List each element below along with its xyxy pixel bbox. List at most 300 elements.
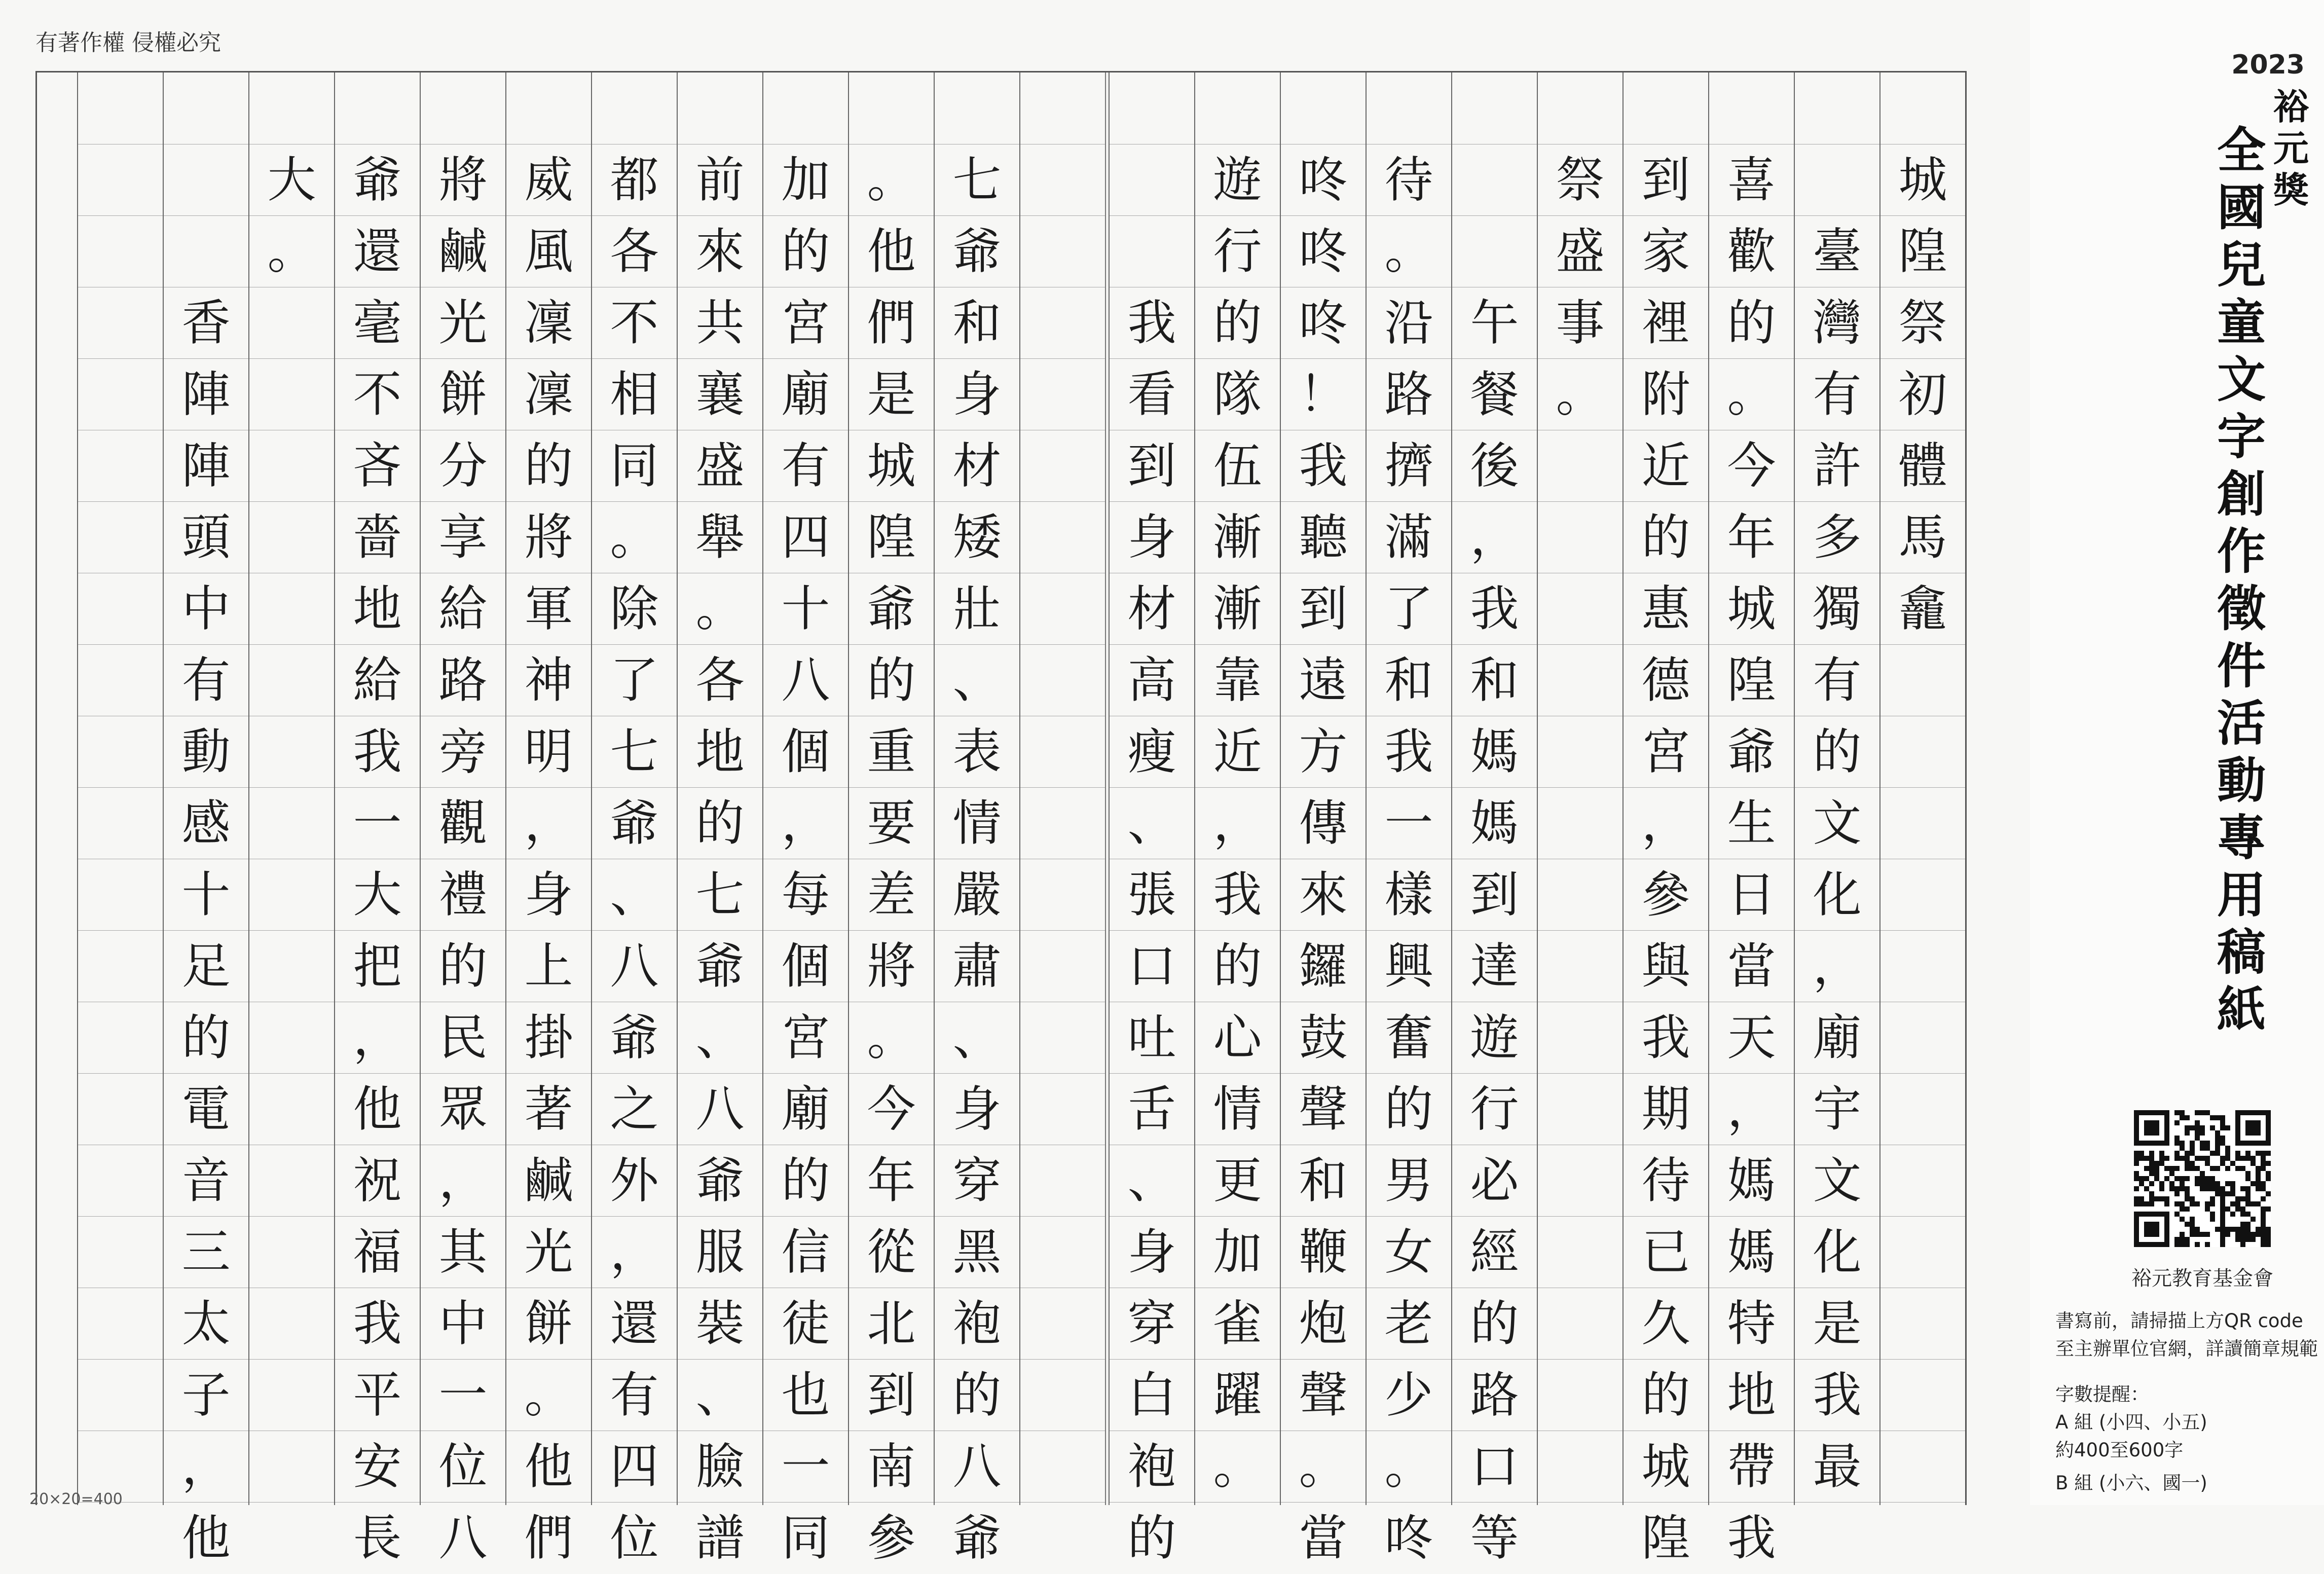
grid-cell: [1795, 1502, 1879, 1573]
grid-cell: 凜: [506, 358, 591, 430]
grid-cell: [78, 716, 163, 787]
grid-cell: 有: [1795, 358, 1879, 430]
grid-cell: 祭: [1880, 287, 1965, 358]
grid-cell: 城: [1624, 1431, 1708, 1502]
grid-cell: [1020, 72, 1105, 144]
grid-cell: 信: [763, 1216, 848, 1288]
grid-cell: 咚: [1281, 215, 1366, 287]
grid-cell: 隍: [1880, 215, 1965, 287]
grid-cell: 參: [849, 1502, 934, 1573]
grid-cell: 肅: [935, 930, 1019, 1002]
grid-cell: 喜: [1709, 144, 1794, 215]
grid-cell: 一: [421, 1359, 505, 1431]
grid-cell: 從: [849, 1216, 934, 1288]
grid-cell: 更: [1195, 1145, 1280, 1216]
grid-cell: [1880, 1216, 1965, 1288]
grid-cell: 聲: [1281, 1073, 1366, 1145]
grid-cell: [1880, 1002, 1965, 1073]
grid-cell: 個: [763, 716, 848, 787]
grid-cell: 到: [1281, 573, 1366, 644]
grid-cell: 有: [763, 430, 848, 501]
grid-cell: 還: [592, 1288, 677, 1359]
grid-cell: 。: [249, 215, 334, 287]
grid-column: [505, 72, 591, 1566]
grid-cell: 今: [849, 1073, 934, 1145]
grid-cell: 來: [1281, 859, 1366, 930]
grid-cell: [249, 1431, 334, 1502]
grid-cell: 地: [678, 716, 762, 787]
grid-column: [1622, 72, 1708, 1566]
grid-cell: 壯: [935, 573, 1019, 644]
note-group-b: B 組 (小六、國一): [2055, 1472, 2207, 1494]
grid-column: [1708, 72, 1794, 1566]
grid-cell: 有: [164, 644, 248, 716]
grid-cell: [1538, 501, 1622, 573]
grid-cell: 我: [1624, 1002, 1708, 1073]
grid-cell: 、: [1110, 787, 1194, 859]
grid-cell: 達: [1452, 930, 1537, 1002]
grid-cell: [249, 787, 334, 859]
grid-cell: 和: [935, 287, 1019, 358]
grid-cell: 化: [1795, 859, 1879, 930]
grid-cell: 十: [164, 859, 248, 930]
grid-cell: [1020, 1002, 1105, 1073]
grid-cell: 我: [1709, 1502, 1794, 1573]
grid-cell: 到: [849, 1359, 934, 1431]
grid-size-mark: 20×20=400: [29, 1490, 123, 1508]
grid-cell: 到: [1452, 859, 1537, 930]
grid-cell: 我: [1195, 859, 1280, 930]
grid-cell: 鹹: [421, 215, 505, 287]
grid-cell: [1020, 1288, 1105, 1359]
grid-cell: [1880, 787, 1965, 859]
grid-cell: 的: [763, 1145, 848, 1216]
grid-cell: 舉: [678, 501, 762, 573]
grid-cell: 觀: [421, 787, 505, 859]
grid-cell: 太: [164, 1288, 248, 1359]
grid-cell: 北: [849, 1288, 934, 1359]
grid-cell: 分: [421, 430, 505, 501]
grid-column: [1194, 72, 1280, 1505]
grid-cell: 將: [506, 501, 591, 573]
grid-cell: 媽: [1452, 716, 1537, 787]
grid-cell: [1880, 930, 1965, 1002]
grid-cell: ！: [1281, 358, 1366, 430]
grid-cell: [78, 1359, 163, 1431]
grid-cell: [1020, 1431, 1105, 1502]
grid-cell: 男: [1367, 1145, 1451, 1216]
grid-cell: 咚: [1281, 287, 1366, 358]
grid-cell: 當: [1709, 930, 1794, 1002]
grid-cell: 情: [935, 787, 1019, 859]
grid-cell: 威: [506, 144, 591, 215]
grid-cell: ，: [335, 1002, 420, 1073]
grid-cell: 感: [164, 787, 248, 859]
grid-cell: [249, 72, 334, 144]
grid-cell: 城: [849, 430, 934, 501]
grid-cell: 特: [1709, 1288, 1794, 1359]
grid-cell: 歡: [1709, 215, 1794, 287]
grid-cell: 參: [1624, 859, 1708, 930]
grid-cell: [1020, 430, 1105, 501]
grid-cell: [1538, 1073, 1622, 1145]
grid-cell: 、: [1110, 1145, 1194, 1216]
paper-title: 全國兒童文字創作徵件活動專用稿紙: [2217, 122, 2266, 1038]
grid-cell: [1538, 930, 1622, 1002]
grid-cell: 廟: [1795, 1002, 1879, 1073]
grid-cell: 帶: [1709, 1431, 1794, 1502]
grid-cell: [1452, 72, 1537, 144]
grid-cell: 近: [1624, 430, 1708, 501]
grid-cell: [1538, 1502, 1622, 1573]
grid-cell: 位: [421, 1431, 505, 1502]
grid-cell: [1020, 501, 1105, 573]
grid-cell: 老: [1367, 1288, 1451, 1359]
grid-cell: 著: [506, 1073, 591, 1145]
grid-cell: [1020, 144, 1105, 215]
grid-cell: 體: [1880, 430, 1965, 501]
grid-cell: 陣: [164, 358, 248, 430]
grid-cell: 吝: [335, 430, 420, 501]
grid-cell: [249, 859, 334, 930]
grid-cell: 情: [1195, 1073, 1280, 1145]
grid-cell: 將: [421, 144, 505, 215]
grid-cell: 加: [1195, 1216, 1280, 1288]
grid-cell: 民: [421, 1002, 505, 1073]
grid-cell: 聽: [1281, 501, 1366, 573]
grid-cell: [1538, 1288, 1622, 1359]
grid-cell: [1538, 716, 1622, 787]
grid-cell: 午: [1452, 287, 1537, 358]
grid-cell: 女: [1367, 1216, 1451, 1288]
grid-cell: 都: [592, 144, 677, 215]
grid-cell: 到: [1110, 430, 1194, 501]
grid-cell: 子: [164, 1359, 248, 1431]
grid-cell: 、: [935, 1002, 1019, 1073]
grid-cell: 事: [1538, 287, 1622, 358]
grid-column: [591, 72, 677, 1566]
grid-cell: 口: [1110, 930, 1194, 1002]
grid-cell: 。: [849, 144, 934, 215]
grid-cell: [1110, 215, 1194, 287]
grid-cell: [78, 1145, 163, 1216]
grid-cell: [1020, 787, 1105, 859]
grid-cell: 宮: [763, 287, 848, 358]
grid-cell: 的: [1367, 1073, 1451, 1145]
grid-cell: 中: [421, 1288, 505, 1359]
grid-cell: [1880, 1145, 1965, 1216]
grid-column: [1109, 72, 1194, 1566]
grid-cell: 個: [763, 930, 848, 1002]
grid-cell: 身: [506, 859, 591, 930]
grid-cell: [1195, 1502, 1280, 1573]
grid-cell: 光: [506, 1216, 591, 1288]
grid-cell: 媽: [1709, 1216, 1794, 1288]
grid-cell: [1020, 287, 1105, 358]
grid-cell: 。: [849, 1002, 934, 1073]
grid-cell: 譜: [678, 1502, 762, 1573]
grid-cell: [1795, 144, 1879, 215]
grid-cell: [249, 430, 334, 501]
grid-cell: [1880, 716, 1965, 787]
grid-cell: 的: [1709, 287, 1794, 358]
grid-cell: [164, 72, 248, 144]
grid-cell: 聲: [1281, 1359, 1366, 1431]
grid-cell: [249, 1002, 334, 1073]
grid-cell: 看: [1110, 358, 1194, 430]
qr-code-icon[interactable]: [2134, 1110, 2271, 1247]
grid-cell: 材: [935, 430, 1019, 501]
grid-cell: 中: [164, 573, 248, 644]
grid-cell: [78, 358, 163, 430]
grid-column: [1019, 72, 1105, 1505]
grid-cell: 漸: [1195, 501, 1280, 573]
grid-cell: [1020, 1073, 1105, 1145]
grid-column: [1280, 72, 1366, 1566]
grid-cell: 八: [421, 1502, 505, 1573]
grid-cell: [78, 287, 163, 358]
grid-cell: [249, 1145, 334, 1216]
grid-cell: 擠: [1367, 430, 1451, 501]
grid-cell: [249, 573, 334, 644]
grid-cell: 遊: [1452, 1002, 1537, 1073]
grid-column: [334, 72, 420, 1566]
grid-cell: [1538, 1216, 1622, 1288]
grid-cell: 的: [678, 787, 762, 859]
grid-cell: 其: [421, 1216, 505, 1288]
grid-cell: 文: [1795, 787, 1879, 859]
grid-cell: 行: [1195, 215, 1280, 287]
grid-cell: [1880, 859, 1965, 930]
grid-cell: [78, 573, 163, 644]
grid-cell: 我: [1795, 1359, 1879, 1431]
grid-cell: 的: [763, 215, 848, 287]
grid-cell: [249, 930, 334, 1002]
grid-column: [762, 72, 848, 1566]
grid-cell: [78, 1288, 163, 1359]
grid-cell: 足: [164, 930, 248, 1002]
grid-cell: 八: [592, 930, 677, 1002]
grid-cell: 七: [592, 716, 677, 787]
grid-cell: 一: [763, 1431, 848, 1502]
grid-cell: 毫: [335, 287, 420, 358]
grid-cell: 臉: [678, 1431, 762, 1502]
note-group-a-range: 約400至600字: [2055, 1439, 2184, 1461]
grid-cell: 路: [421, 644, 505, 716]
grid-cell: 期: [1624, 1073, 1708, 1145]
grid-cell: 。: [1195, 1431, 1280, 1502]
grid-cell: [1538, 1431, 1622, 1502]
grid-cell: 張: [1110, 859, 1194, 930]
grid-cell: 今: [1709, 430, 1794, 501]
grid-cell: [1020, 930, 1105, 1002]
grid-cell: 地: [335, 573, 420, 644]
grid-cell: 南: [849, 1431, 934, 1502]
grid-cell: 外: [592, 1145, 677, 1216]
grid-cell: 徒: [763, 1288, 848, 1359]
grid-cell: 雀: [1195, 1288, 1280, 1359]
grid-cell: 嚴: [935, 859, 1019, 930]
grid-cell: 口: [1452, 1431, 1537, 1502]
grid-cell: 待: [1624, 1145, 1708, 1216]
grid-cell: 也: [763, 1359, 848, 1431]
grid-cell: 的: [1624, 501, 1708, 573]
grid-cell: 我: [1452, 573, 1537, 644]
grid-cell: 的: [421, 930, 505, 1002]
grid-cell: 馬龕: [1880, 501, 1965, 573]
grid-cell: ，: [421, 1145, 505, 1216]
grid-cell: 的: [1110, 1502, 1194, 1573]
grid-cell: 掛: [506, 1002, 591, 1073]
grid-column: [420, 72, 505, 1566]
grid-cell: [1538, 1359, 1622, 1431]
grid-cell: 、: [592, 859, 677, 930]
grid-cell: 。: [506, 1359, 591, 1431]
grid-cell: 日: [1709, 859, 1794, 930]
grid-cell: 前: [678, 144, 762, 215]
grid-cell: [1020, 716, 1105, 787]
grid-cell: 重: [849, 716, 934, 787]
grid-cell: 盛: [1538, 215, 1622, 287]
grid-cell: 同: [763, 1502, 848, 1573]
grid-cell: 七: [935, 144, 1019, 215]
grid-cell: 奮: [1367, 1002, 1451, 1073]
grid-cell: 還: [335, 215, 420, 287]
grid-cell: [78, 930, 163, 1002]
grid-cell: 最: [1795, 1431, 1879, 1502]
grid-cell: [249, 1502, 334, 1573]
grid-cell: 享: [421, 501, 505, 573]
grid-column: [677, 72, 762, 1566]
grid-cell: 各: [678, 644, 762, 716]
grid-cell: ，: [1452, 501, 1537, 573]
grid-cell: 餅: [506, 1288, 591, 1359]
grid-cell: 爺: [678, 1145, 762, 1216]
grid-cell: [78, 1073, 163, 1145]
grid-cell: 嗇: [335, 501, 420, 573]
grid-cell: ，: [1709, 1073, 1794, 1145]
grid-cell: 盛: [678, 430, 762, 501]
grid-cell: 臺: [1795, 215, 1879, 287]
grid-cell: [78, 144, 163, 215]
grid-cell: 宮: [763, 1002, 848, 1073]
grid-cell: 爺: [1709, 716, 1794, 787]
grid-cell: [1110, 144, 1194, 215]
grid-cell: 頭: [164, 501, 248, 573]
grid-cell: 城: [1880, 144, 1965, 215]
grid-cell: 身: [1110, 1216, 1194, 1288]
grid-cell: [335, 72, 420, 144]
grid-cell: 是: [849, 358, 934, 430]
grid-cell: [249, 1073, 334, 1145]
grid-cell: 瘦: [1110, 716, 1194, 787]
grid-cell: 鑼: [1281, 930, 1366, 1002]
copyright-notice: 有著作權 侵權必究: [35, 30, 221, 56]
grid-cell: 和: [1281, 1145, 1366, 1216]
grid-cell: 。: [1367, 1431, 1451, 1502]
grid-cell: 的: [1795, 716, 1879, 787]
grid-cell: 路: [1367, 358, 1451, 430]
grid-cell: [249, 1288, 334, 1359]
grid-cell: 旁: [421, 716, 505, 787]
grid-cell: 十: [763, 573, 848, 644]
grid-cell: ，: [506, 787, 591, 859]
grid-cell: 們: [849, 287, 934, 358]
grid-cell: 待: [1367, 144, 1451, 215]
grid-cell: 陣: [164, 430, 248, 501]
grid-cell: 眾: [421, 1073, 505, 1145]
grid-cell: [249, 1359, 334, 1431]
grid-cell: 一: [335, 787, 420, 859]
grid-cell: 將: [849, 930, 934, 1002]
grid-cell: [1880, 1288, 1965, 1359]
grid-cell: 袍: [935, 1288, 1019, 1359]
grid-cell: 把: [335, 930, 420, 1002]
grid-cell: 遠: [1281, 644, 1366, 716]
grid-cell: [1020, 1359, 1105, 1431]
grid-cell: 他: [506, 1431, 591, 1502]
grid-cell: [1880, 72, 1965, 144]
grid-cell: 爺: [592, 1002, 677, 1073]
grid-cell: 的: [164, 1002, 248, 1073]
grid-cell: 的: [849, 644, 934, 716]
grid-cell: [1020, 1145, 1105, 1216]
grid-cell: [592, 72, 677, 144]
grid-cell: [421, 72, 505, 144]
grid-cell: [1281, 72, 1366, 144]
grid-cell: [78, 787, 163, 859]
grid-cell: 德: [1624, 644, 1708, 716]
grid-cell: [1624, 72, 1708, 144]
grid-cell: [1538, 859, 1622, 930]
grid-cell: 白: [1110, 1359, 1194, 1431]
grid-cell: 、: [935, 644, 1019, 716]
grid-cell: [1880, 1359, 1965, 1431]
grid-cell: 鹹: [506, 1145, 591, 1216]
grid-cell: 吐: [1110, 1002, 1194, 1073]
grid-cell: 爺: [935, 215, 1019, 287]
grid-cell: [249, 287, 334, 358]
grid-cell: 地: [1709, 1359, 1794, 1431]
note-word-count-heading: 字數提醒：: [2055, 1383, 2149, 1405]
grid-cell: [1880, 573, 1965, 644]
grid-cell: 少: [1367, 1359, 1451, 1431]
grid-cell: 遊: [1195, 144, 1280, 215]
award-brand: 裕元獎: [2273, 86, 2309, 211]
grid-cell: 咚: [1281, 144, 1366, 215]
grid-cell: 香: [164, 287, 248, 358]
grid-cell: 除: [592, 573, 677, 644]
grid-cell: [78, 430, 163, 501]
grid-column: [77, 72, 163, 1505]
grid-cell: 等: [1452, 1502, 1537, 1573]
grid-cell: [78, 215, 163, 287]
grid-cell: 經: [1452, 1216, 1537, 1288]
grid-cell: 八: [678, 1073, 762, 1145]
grid-cell: 差: [849, 859, 934, 930]
grid-cell: [1452, 215, 1537, 287]
grid-cell: 靠: [1195, 644, 1280, 716]
grid-cell: 傳: [1281, 787, 1366, 859]
grid-cell: ，: [592, 1216, 677, 1288]
grid-cell: 音: [164, 1145, 248, 1216]
grid-cell: 獨: [1795, 573, 1879, 644]
grid-cell: 禮: [421, 859, 505, 930]
grid-cell: 我: [1367, 716, 1451, 787]
grid-cell: 了: [592, 644, 677, 716]
grid-cell: 宇: [1795, 1073, 1879, 1145]
grid-cell: 襄: [678, 358, 762, 430]
